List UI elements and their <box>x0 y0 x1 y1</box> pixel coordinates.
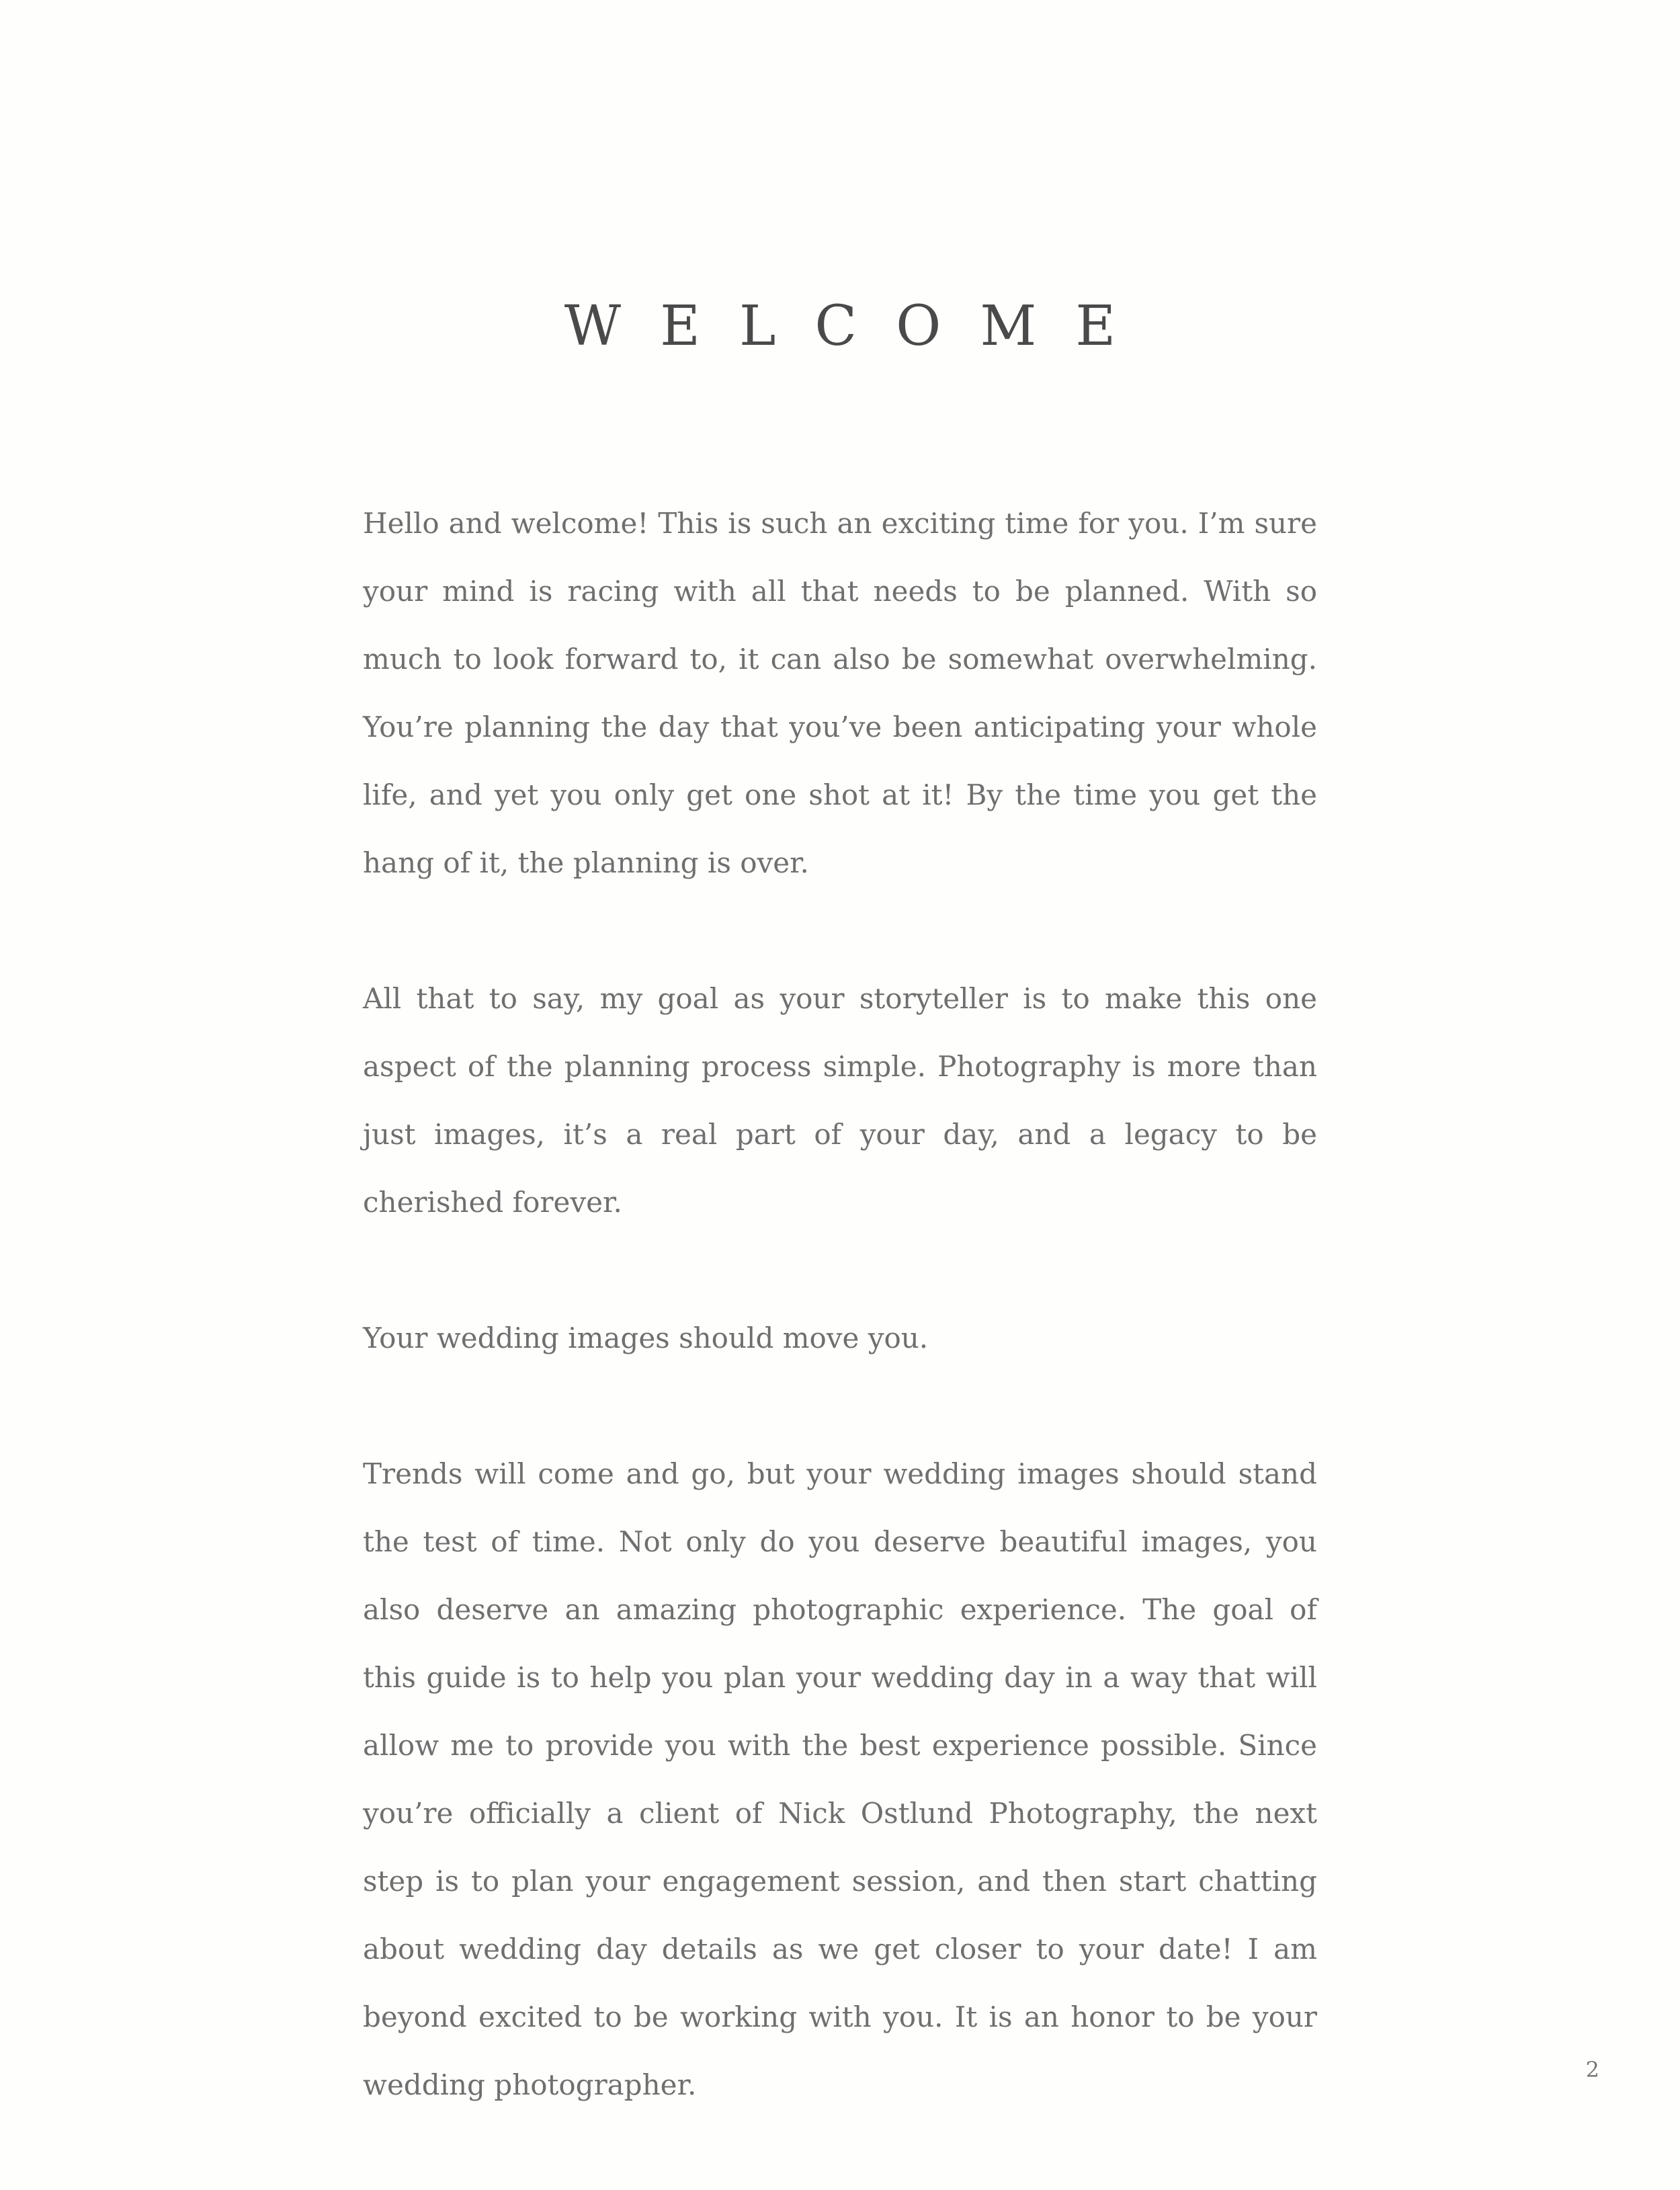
page-title: WELCOME <box>564 294 1155 358</box>
body-text <box>363 489 1317 2187</box>
paragraph-statement: Your wedding images should move you. <box>363 1322 929 1354</box>
paragraph-goal: All that to say, my goal as your storyteller is to make this one aspect of the planning process simple. Photography is more than just images, it’s a real part of your day, and a legacy to be cherished forever. <box>363 982 1317 1219</box>
paragraph-trends: Trends will come and go, but your wedding images should stand the test of time. Not only do you deserve beautiful images, you also deserve an amazing photographic experience. The goal of this guide is to help you plan your wedding day in a way that will allow me to provide you with the best experience possible. Since you’re officially a client of Nick Ostlund Photography, the next step is to plan your engagement session, and then start chatting about wedding day details as we get closer to your date! I am beyond excited to be working with you. It is an honor to be your wedding photographer. <box>363 1457 1317 2101</box>
page-number: 2 <box>1585 2057 1599 2082</box>
paragraph-intro: Hello and welcome! This is such an exciting time for you. I’m sure your mind is racing with all that needs to be planned. With so much to look forward to, it can also be somewhat overwhelming. You’re planning the day that you’ve been anticipating your whole life, and yet you only get one shot at it! By the time you get the hang of it, the planning is over. <box>363 507 1317 879</box>
